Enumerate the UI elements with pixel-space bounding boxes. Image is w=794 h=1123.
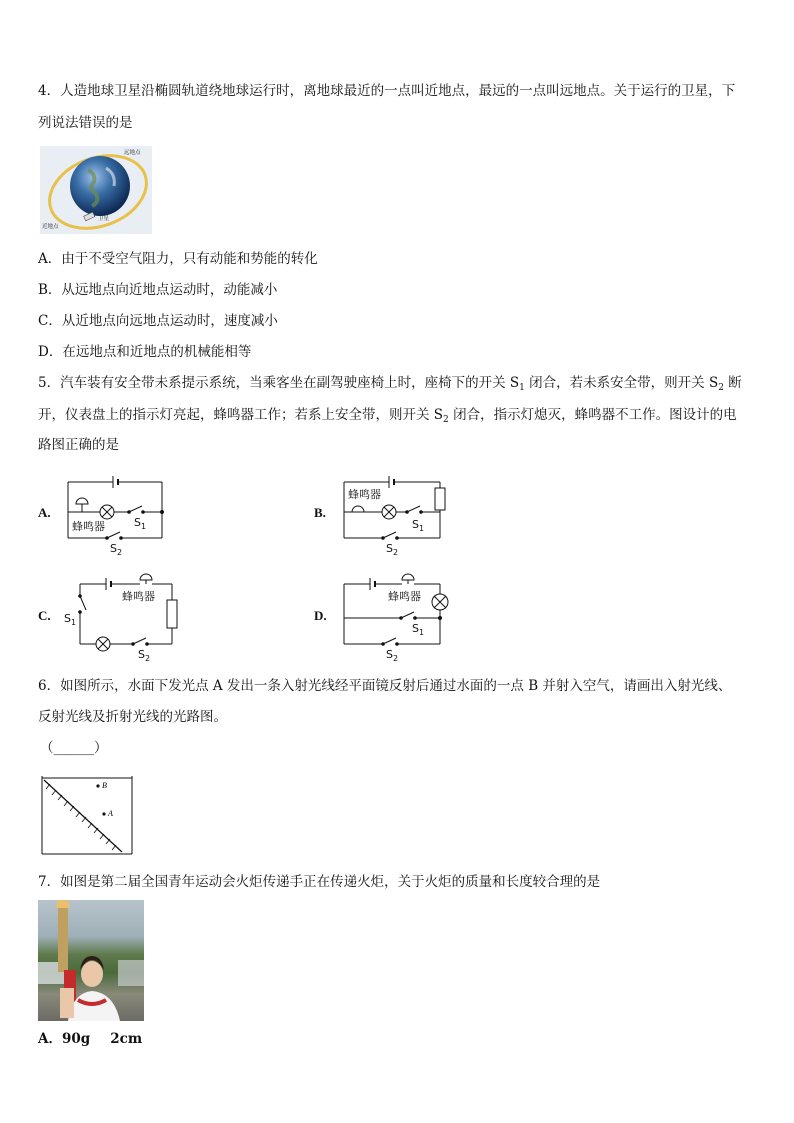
q4-satellite-figure [40,146,152,234]
switch1-label-b: $S_1$ [412,518,425,533]
switch1-label-c: $S_1$ [64,612,77,627]
switch2-label-d: $S_2$ [386,648,399,663]
switch2-label-b: $S_2$ [386,542,399,557]
buzzer-label-a: 蜂鸣器 [72,520,105,533]
orbit-diagram [40,146,152,234]
q5-option-d-label: D. [314,608,327,623]
circuit-d [342,572,454,662]
circuit-a [66,470,166,555]
apogee-label: 远地点 [124,150,141,156]
q4-option-a: A．由于不受空气阻力，只有动能和势能的转化 [38,251,318,267]
q7-option-a: A．90g 2cm [38,1031,143,1047]
switch1-label-d: $S_1$ [412,622,425,637]
q6-mirror-diagram [42,776,134,856]
switch1-label-a: $S_1$ [134,516,147,531]
q4-option-b: B．从远地点向近地点运动时，动能减小 [38,282,278,298]
buzzer-label-b: 蜂鸣器 [348,488,381,501]
q4-option-d: D．在远地点和近地点的机械能相等 [38,344,252,360]
mirror-hatching [46,784,116,850]
point-a-dot [102,812,105,815]
q5-stem-line3: 路图正确的是 [38,437,119,453]
q6-stem-line1: 6．如图所示，水面下发光点 A 发出一条入射光线经平面镜反射后通过水面的一点 B 并射入空气，请画出入射光线、 [38,678,732,694]
circuit-b [342,470,450,555]
switch2-label-c: $S_2$ [138,648,151,663]
q5-option-c-label: C. [38,608,51,623]
buzzer-label-c: 蜂鸣器 [122,590,155,603]
q6-answer-blank[interactable]: （______） [40,740,108,756]
q4-stem-line1: 4．人造地球卫星沿椭圆轨道绕地球运行时，离地球最近的一点叫近地点，最远的一点叫远地点。关于运行的卫星，下 [38,83,736,99]
perigee-label: 近地点 [42,224,59,230]
point-b-label: B [102,781,107,790]
q4-stem-line2: 列说法错误的是 [38,115,133,131]
q6-stem-line2: 反射光线及折射光线的光路图。 [38,709,227,725]
q5-stem-line2: 开，仪表盘上的指示灯亮起，蜂鸣器工作；若系上安全带，则开关 $S_2$ 闭合，指示灯熄灭，蜂鸣器不工作。图设计的电 [38,407,737,425]
switch2-label-a: $S_2$ [110,542,123,557]
circuit-c [62,572,182,662]
buzzer-label-d: 蜂鸣器 [388,590,421,603]
q4-option-c: C．从近地点向远地点运动时，速度减小 [38,313,278,329]
q5-stem-line1: 5．汽车装有安全带未系提示系统，当乘客坐在副驾驶座椅上时，座椅下的开关 $S_1$ 闭合，若未系安全带，则开关 $S_2$ 断 [38,375,742,393]
satellite-label: 卫星 [98,216,110,222]
q7-stem: 7．如图是第二届全国青年运动会火炬传递手正在传递火炬，关于火炬的质量和长度较合理的是 [38,874,601,890]
q5-option-b-label: B. [314,505,326,520]
torch-relay-photo [38,900,144,1021]
q5-option-a-label: A. [38,505,51,520]
point-b-dot [96,784,99,787]
point-a-label: A [108,809,113,818]
